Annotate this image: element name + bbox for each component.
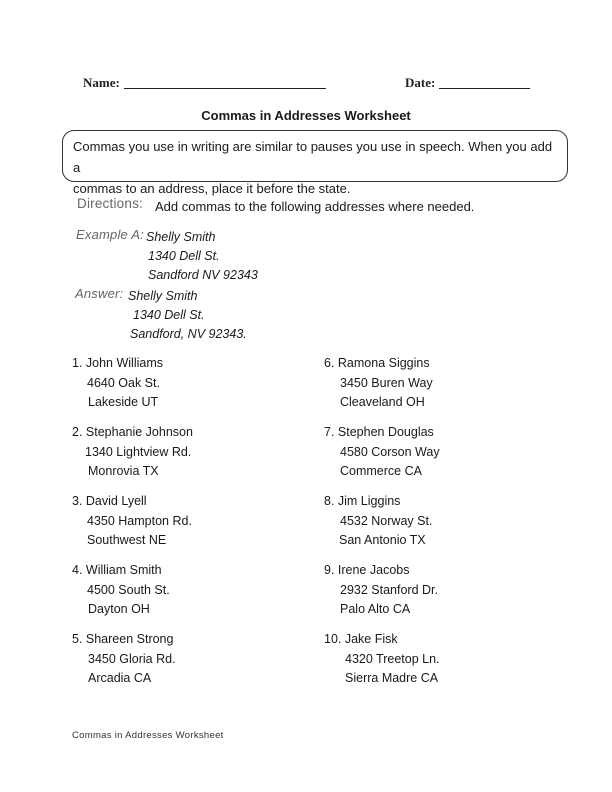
example-line: 1340 Dell St. <box>148 249 220 263</box>
address-street: 4532 Norway St. <box>340 513 433 528</box>
address-item <box>324 354 433 413</box>
answer-line: Sandford, NV 92343. <box>130 327 247 341</box>
address-item <box>72 354 163 413</box>
address-name: 6. Ramona Siggins <box>324 356 430 370</box>
address-name: 2. Stephanie Johnson <box>72 425 193 439</box>
address-street: 3450 Buren Way <box>340 375 433 390</box>
address-item <box>324 423 440 482</box>
address-name: 4. William Smith <box>72 563 162 577</box>
address-name: 9. Irene Jacobs <box>324 563 410 577</box>
address-item <box>324 561 438 620</box>
address-city: Cleaveland OH <box>340 395 425 409</box>
address-item <box>72 423 193 482</box>
date-label: Date: <box>405 75 436 90</box>
address-city: Lakeside UT <box>88 395 159 409</box>
address-street: 3450 Gloria Rd. <box>88 651 176 666</box>
address-item <box>324 630 440 689</box>
address-city: Sierra Madre CA <box>345 671 439 685</box>
answer-label: Answer: <box>75 286 124 301</box>
address-street: 4320 Treetop Ln. <box>345 651 440 666</box>
address-item <box>72 561 170 620</box>
example-label: Example A: <box>76 227 144 242</box>
example-line: Sandford NV 92343 <box>148 268 258 282</box>
address-name: 3. David Lyell <box>72 494 147 508</box>
address-city: Commerce CA <box>340 464 422 478</box>
address-item <box>72 630 176 689</box>
address-city: Dayton OH <box>88 602 150 616</box>
address-name: 10. Jake Fisk <box>324 632 398 646</box>
directions-text: Add commas to the following addresses where needed. <box>155 199 475 214</box>
address-street: 4640 Oak St. <box>87 375 160 390</box>
footer-text: Commas in Addresses Worksheet <box>72 730 224 741</box>
page-title: Commas in Addresses Worksheet <box>201 108 411 123</box>
address-name: 5. Shareen Strong <box>72 632 174 646</box>
intro-line-1: Commas you use in writing are similar to pauses you use in speech. When you add a <box>73 139 553 175</box>
example-line: Shelly Smith <box>146 230 216 244</box>
answer-line: 1340 Dell St. <box>133 308 205 322</box>
date-field-line[interactable] <box>439 88 530 89</box>
address-name: 7. Stephen Douglas <box>324 425 434 439</box>
intro-box <box>62 130 568 196</box>
address-city: San Antonio TX <box>339 533 426 547</box>
directions-label: Directions: <box>77 196 143 211</box>
address-street: 1340 Lightview Rd. <box>85 444 192 459</box>
address-street: 2932 Stanford Dr. <box>340 582 438 597</box>
address-street: 4350 Hampton Rd. <box>87 513 192 528</box>
address-item <box>72 492 192 551</box>
address-item <box>324 492 432 551</box>
address-street: 4500 South St. <box>87 582 170 597</box>
address-city: Arcadia CA <box>88 671 152 685</box>
address-name: 1. John Williams <box>72 356 163 370</box>
name-label: Name: <box>83 75 120 90</box>
name-field-line[interactable] <box>124 88 326 89</box>
address-name: 8. Jim Liggins <box>324 494 401 508</box>
address-city: Monrovia TX <box>88 464 159 478</box>
address-city: Palo Alto CA <box>340 602 411 616</box>
address-city: Southwest NE <box>87 533 167 547</box>
intro-line-2: commas to an address, place it before the state. <box>73 181 351 196</box>
answer-line: Shelly Smith <box>128 289 198 303</box>
address-street: 4580 Corson Way <box>340 444 440 459</box>
